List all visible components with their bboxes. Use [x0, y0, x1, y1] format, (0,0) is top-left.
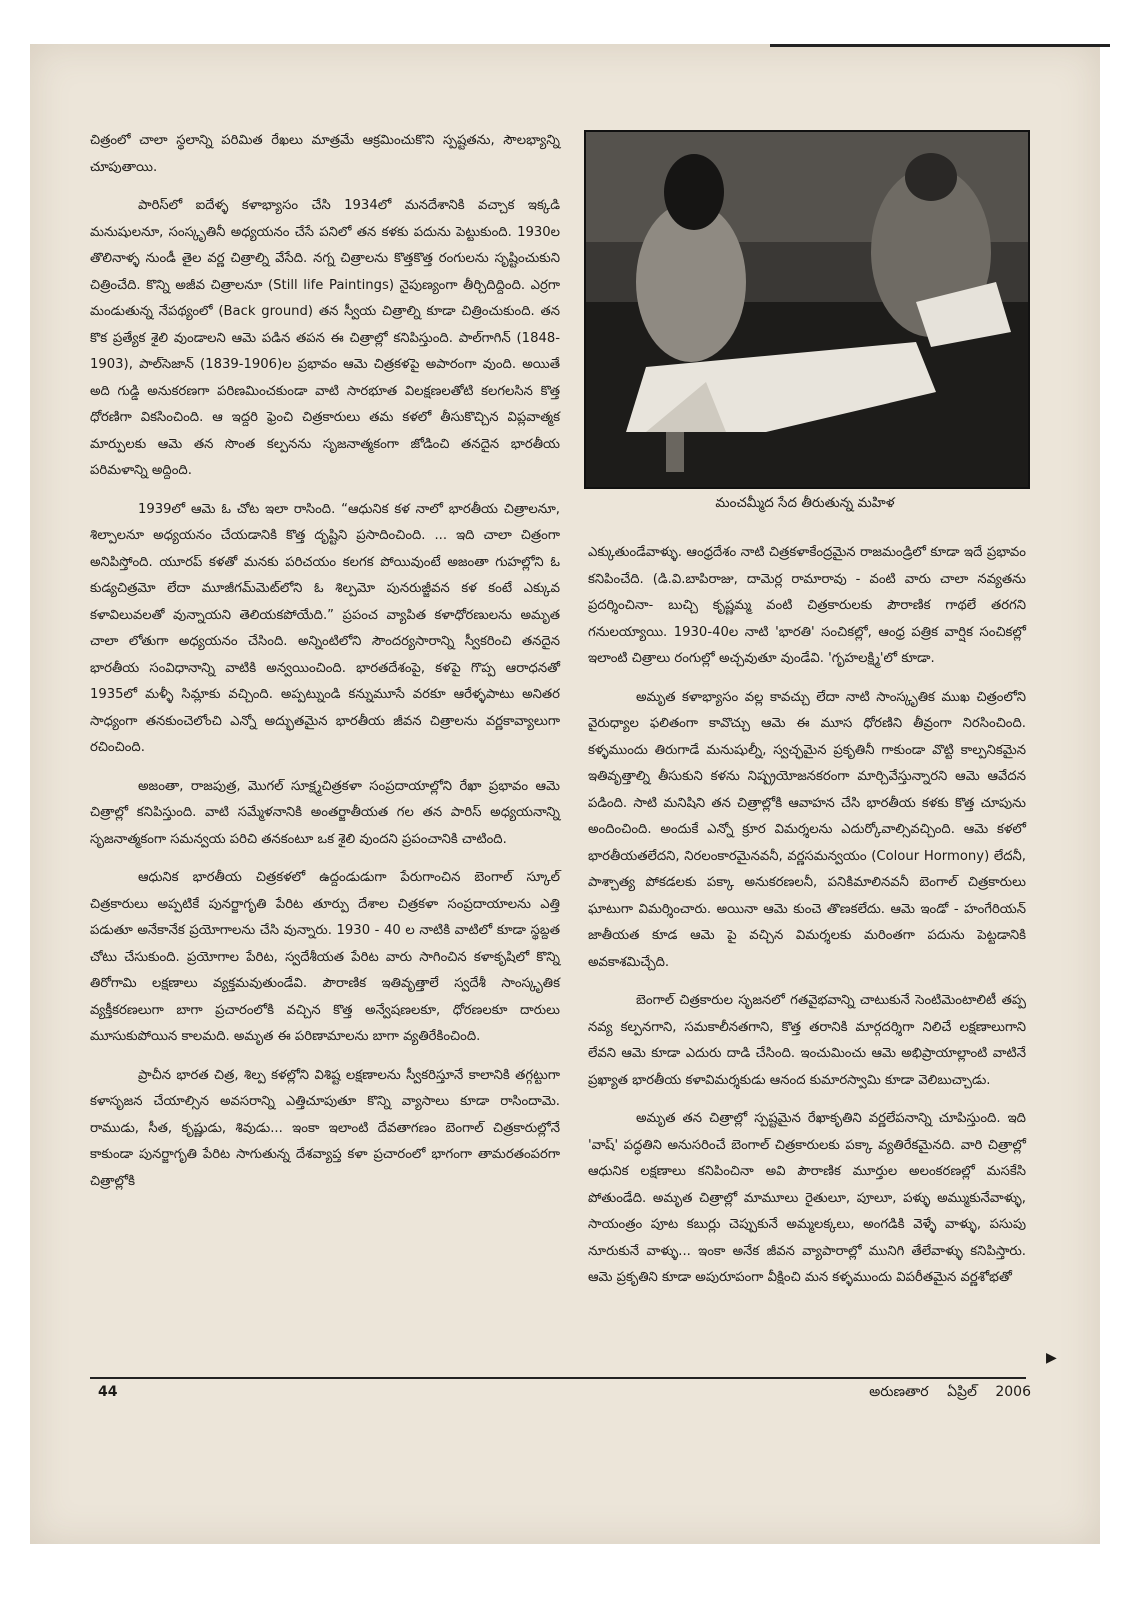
paragraph: 1939లో ఆమె ఓ చోట ఇలా రాసింది. “ఆధునిక కళ నాలో భారతీయ చిత్రాలనూ, శిల్పాలనూ అధ్యయనం చేయడానికి కొత్త దృష్టిని ప్రసాదించింది. ... ఇది చాలా చిత్రంగా అనిపిస్తోంది. యూరప్ కళతో మనకు పరిచయం కలగక పోయివుంటే అజంతా గుహల్లోని ఓ కుడ్యచిత్రమో లేదా మూజీగమ్‌మెట్‌లోని ఓ శిల్పమో పునరుజ్జీవన కళ కంటే ఎక్కువ కళావిలువలతో వున్నాయని తెలియకపోయేది.” ప్రపంచ వ్యాపిత కళాధోరణులను అమృత చాలా లోతుగా అధ్యయనం చేసింది. అన్నింటిలోని సౌందర్యసారాన్ని స్వీకరించి తనదైన భారతీయ సంవిధానాన్ని వాటికి అన్వయించింది. భారతదేశంపై, కళపై గొప్ప ఆరాధనతో 1935లో మళ్ళీ సిమ్లాకు వచ్చింది. అప్పట్నుండి కన్నుమూసే వరకూ ఆరేళ్ళపాటు అనితర సాధ్యంగా తనకుంచెలోంచి ఎన్నో అద్భుతమైన భారతీయ జీవన చిత్రాలను వర్ణకావ్యాలుగా రచించింది.: [90, 501, 560, 755]
magazine-name: అరుణతార: [869, 1384, 929, 1400]
issue-month: ఏప్రిల్: [947, 1384, 977, 1400]
painting-photo: [584, 130, 1030, 489]
footer-credit: [855, 1384, 1031, 1403]
paragraph: అజంతా, రాజపుత్ర, మొగల్ సూక్ష్మచిత్రకళా సంప్రదాయాల్లోని రేఖా ప్రభావం ఆమె చిత్రాల్లో కనిపిస్తుంది. వాటి సమ్మేళనానికి అంతర్జాతీయత గల తన పారిస్ అధ్యయనాన్ని సృజనాత్మకంగా సమన్వయ పరిచి తనకంటూ ఒక శైలి వుందని ప్రపంచానికి చాటింది.: [90, 778, 560, 847]
page-number: 44: [98, 1384, 118, 1400]
paragraph: చిత్రంలో చాలా స్థలాన్ని పరిమిత రేఖలు మాత్రమే ఆక్రమించుకొని స్పష్టతను, సౌలభ్యాన్ని చూపుతాయి.: [90, 133, 560, 175]
paragraph: అమృత తన చిత్రాల్లో స్పష్టమైన రేఖాకృతిని వర్ణలేపనాన్ని చూపిస్తుంది. ఇది 'వాష్' పద్ధతిని అనుసరించే బెంగాల్ చిత్రకారులకు పక్కా వ్యతిరేకమైనది. వారి చిత్రాల్లో ఆధునిక లక్షణాలు కనిపించినా అవి పౌరాణిక మూర్తుల అలంకరణల్లో మసకేసి పోతుండేది. అమృత చిత్రాల్లో మామూలు రైతులూ, పూలూ, పళ్ళు అమ్ముకునేవాళ్ళు, సాయంత్రం పూట కబుర్లు చెప్పుకునే అమ్మలక్కలు, అంగడికి వెళ్ళే వాళ్ళు, పసుపు నూరుకునే వాళ్ళు... ఇంకా అనేక జీవన వ్యాపారాల్లో మునిగి తేలేవాళ్ళు కనిపిస్తారు. ఆమె ప్రకృతిని కూడా అపురూపంగా వీక్షించి మన కళ్ళముందు విపరీతమైన వర్ణశోభతో: [588, 1111, 1026, 1285]
footer-rule: [90, 1377, 1026, 1379]
paragraph: బెంగాల్ చిత్రకారుల సృజనలో గతవైభవాన్ని చాటుకునే సెంటిమెంటాలిటీ తప్ప నవ్య కల్పనగాని, సమకాలీనతగాని, కొత్త తరానికి మార్గదర్శిగా నిలిచే లక్షణాలుగాని లేవని ఆమె కూడా ఎదురు దాడి చేసింది. ఇంచుమించు ఆమె అభిప్రాయాల్లాంటి వాటినే ప్రఖ్యాత భారతీయ కళావిమర్శకుడు ఆనంద కుమారస్వామి కూడా వెలిబుచ్చాడు.: [588, 993, 1026, 1088]
issue-year: 2006: [995, 1384, 1031, 1400]
paragraph: ఎక్కుతుండేవాళ్ళు. ఆంధ్రదేశం నాటి చిత్రకళాకేంద్రమైన రాజమండ్రిలో కూడా ఇదే ప్రభావం కనిపించేది. (డి.వి.బాపిరాజు, దామెర్ల రామారావు - వంటి వారు చాలా నవ్యతను ప్రదర్శించినా- బుచ్చి కృష్ణమ్మ వంటి చిత్రకారులకు పౌరాణిక గాథలే తరగని గనులయ్యాయి. 1930-40ల నాటి 'భారతి' సంచికల్లో, ఆంధ్ర పత్రిక వార్షిక సంచికల్లో ఇలాంటి చిత్రాలు రంగుల్లో అచ్చవుతూ వుండేవి. 'గృహలక్ష్మి'లో కూడా.: [588, 545, 1026, 666]
continue-arrow-icon: ▶: [1046, 1350, 1057, 1366]
painting-illustration: [586, 132, 1028, 487]
paragraph: ఆధునిక భారతీయ చిత్రకళలో ఉద్దండుడుగా పేరుగాంచిన బెంగాల్ స్కూల్ చిత్రకారులు అప్పటికే పునర్జాగృతి పేరిట తూర్పు దేశాల చిత్రకళా సంప్రదాయాలను ఎత్తి పడుతూ అనేకానేక ప్రయోగాలను చేసి వున్నారు. 1930 - 40 ల నాటికి వాటిలో కూడా స్థబ్దత చోటు చేసుకుంది. ప్రయోగాల పేరిట, స్వదేశీయత పేరిట వారు సాగించిన కళాకృషిలో కొన్ని తిరోగామి లక్షణాలు వ్యక్తమవుతుండేవి. పౌరాణిక ఇతివృత్తాలే స్వదేశీ సాంస్కృతిక వ్యక్తీకరణలుగా బాగా ప్రచారంలోకి వచ్చిన కొత్త అన్వేషణలకూ, ధోరణలకూ దారులు మూసుకుపోయిన కాలమది. అమృత ఈ పరిణామాలను బాగా వ్యతిరేకించింది.: [90, 870, 560, 1044]
photo-caption: మంచమ్మీద సేద తీరుతున్న మహిళ: [715, 495, 895, 511]
paragraph: పారిస్‌లో ఐదేళ్ళ కళాభ్యాసం చేసి 1934లో మనదేశానికి వచ్చాక ఇక్కడి మనుషులనూ, సంస్కృతినీ అధ్యయనం చేసే పనిలో తన కళకు పదును పెట్టుకుంది. 1930ల తొలినాళ్ళ నుండీ తైల వర్ణ చిత్రాల్ని వేసేది. నగ్న చిత్రాలను కొత్తకొత్త రంగులను సృష్టించుకుని చిత్రించేది. కొన్ని అజీవ చిత్రాలనూ (Still life Paintings) నైపుణ్యంగా తీర్చిదిద్దింది. ఎర్రగా మండుతున్న నేపథ్యంలో (Back ground) తన స్వీయ చిత్రాల్ని కూడా చిత్రించుకుంది. తన కొక ప్రత్యేక శైలి వుండాలని ఆమె పడిన తపన ఈ చిత్రాల్లో కనిపిస్తుంది. పాల్‌గాగిన్ (1848-1903), పాల్‌సెజాన్ (1839-1906)ల ప్రభావం ఆమె చిత్రకళపై అపారంగా వుంది. అయితే అది గుడ్డి అనుకరణగా పరిణమించకుండా వాటి సారభూత విలక్షణలతోటి కలగలసిన కొత్త ధోరణిగా వికసించింది. ఆ ఇద్దరి ఫ్రెంచి చిత్రకారులు తమ కళలో తీసుకొచ్చిన విప్లవాత్మక మార్పులకు ఆమె తన సొంత కల్పనను సృజనాత్మకంగా జోడించి తనదైన భారతీయ పరిమళాన్ని అద్దింది.: [90, 198, 560, 478]
top-edge-rule: [770, 44, 1110, 47]
paragraph: అమృత కళాభ్యాసం వల్ల కావచ్చు లేదా నాటి సాంస్కృతిక ముఖ చిత్రంలోని వైరుధ్యాల ఫలితంగా కావొచ్చు ఆమె ఈ మూస ధోరణిని తీవ్రంగా నిరసించింది. కళ్ళముందు తిరుగాడే మనుషుల్నీ, స్వచ్ఛమైన ప్రకృతినీ గాకుండా వొట్టి కాల్పనికమైన ఇతివృత్తాల్ని తీసుకుని కళను నిష్ప్రయోజనకరంగా మార్చివేస్తున్నారని ఆమె ఆవేదన పడింది. సాటి మనిషిని తన చిత్రాల్లోకి ఆవాహన చేసి భారతీయ కళకు కొత్త చూపును అందించింది. అందుకే ఎన్నో క్రూర విమర్శలను ఎదుర్కోవాల్సివచ్చింది. ఆమె కళలో భారతీయతలేదని, నిరలంకారమైనవనీ, వర్ణసమన్వయం (Colour Hormony) లేదనీ, పాశ్చాత్య పోకడలకు పక్కా అనుకరణలనీ, పనికిమాలినవనీ బెంగాల్ చిత్రకారులు ఘాటుగా విమర్శించారు. అయినా ఆమె కుంచె తొణకలేదు. ఆమె ఇండో - హంగేరియన్ జాతీయత కూడ ఆమె పై వచ్చిన విమర్శలకు మరింతగా పదును పెట్టడానికి అవకాశమిచ్చేది.: [588, 689, 1026, 970]
left-column: [90, 128, 560, 1207]
right-column: [588, 540, 1026, 1304]
paragraph: ప్రాచీన భారత చిత్ర, శిల్ప కళల్లోని విశిష్ట లక్షణాలను స్వీకరిస్తూనే కాలానికి తగ్గట్టుగా కళాసృజన చేయాల్సిన అవసరాన్ని ఎత్తిచూపుతూ కొన్ని వ్యాసాలు కూడా రాసిందామె. రాముడు, సీత, కృష్ణుడు, శివుడు... ఇంకా ఇలాంటి దేవతాగణం బెంగాల్ చిత్రకారుల్లోనే కాకుండా పునర్జాగృతి పేరిట సాగుతున్న దేశవ్యాప్త కళా ప్రచారంలో భాగంగా తామరతంపరగా చిత్రాల్లోకి: [90, 1067, 560, 1189]
